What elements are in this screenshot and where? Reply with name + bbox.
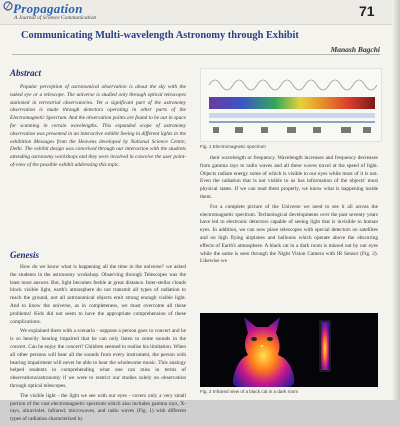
magazine-tagline: A Journal of Science Communication bbox=[14, 15, 97, 21]
magazine-name: Propagation bbox=[13, 1, 83, 16]
genesis-paragraph-1: How do we know what is happening all the time in the universe? we asked the students in the astronomy workshop. Observing through Telescopes was the least most answer. But, light becomes feeble at great distance. Inter-stellar clouds block visible light, earth's atmosphere do not transmit all types of radiation to reach the ground, not all astronomical objects emit strong enough visible light. And to know the universe, as in completeness, we must overcome all these problems! Kids did not seem to have the appropriate comprehension of these complications. bbox=[10, 264, 186, 325]
right-paragraph-2: For a complete picture of the Universe we need to see it all across the electromagnetic spectrum. Technological developments over the past seventy years have led to electronic detectors capable of seeing light that is invisible to human eyes. In addition, we can now place telescopes with special detectors on satellites and on high flying airplanes and balloons which operate above the obscuring effects of Earth's atmosphere. A black cat in a dark room is missed out by our eyes while the same is seen through the Night Vision Camera with IR Sensor (Fig. 2). Likewise we bbox=[200, 203, 378, 265]
journal-header bbox=[0, 0, 400, 25]
article-title: Communicating Multi-wavelength Astronomy through Exhibit bbox=[21, 30, 299, 41]
right-paragraph-1: their wavelength or frequency. Wavelength increases and frequency decreases from gamma rays to radio waves and all these waves travel at the speed of light. Objects radiate energy some of which is visible to our eyes while most of it is not. Even the radiation that is not visible to us has information of the objects' most physical states. If we can read them properly, we know what is happening inside them. bbox=[200, 155, 378, 200]
page-number: 71 bbox=[359, 3, 375, 19]
genesis-heading: Genesis bbox=[10, 250, 39, 260]
abstract-heading: Abstract bbox=[10, 68, 42, 78]
genesis-paragraph-3: The visible light - the light we see with our eyes - covers only a very small portion of the vast electromagnetic spectrum which also includes gamma rays, X-rays, ultraviolet, infrared, microwaves, and radio waves (Fig. 1) with different types of radiation characterised by bbox=[10, 392, 186, 423]
propagation-logo-icon bbox=[3, 1, 13, 12]
abstract-paragraph: Popular perception of astronomical observation is about the sky with the naked eye or a telescope. The universe is studied only through optical telescopes stationed in terrestrial observatories. Yet a significant part of the astronomy observation is made through detectors operating in other parts of the Electromagnetic Spectrum. And the observation points are found to be out in space for scanning in certain wavelengths. This expanded scope of astronomy observation was presented in an interactive exhibit Seeing in different lights in the exhibition Messages from the Heavens developed by National Science Centre, Delhi. The exhibit design was conceived through our interaction with the students attending astronomy workshops and they were involved in conceive the user point-of-view of the possible exhibit addressing this topic. bbox=[10, 84, 186, 168]
figure-1-caption: Fig. 1 Electromagnetic spectrum bbox=[200, 144, 266, 149]
figure-2-caption: Fig. 2 Infrared view of a black cat in a dark room bbox=[200, 389, 299, 394]
article-author: Manash Bagchi bbox=[330, 45, 380, 54]
genesis-text bbox=[10, 264, 186, 426]
right-column-text bbox=[200, 155, 378, 268]
abstract-text bbox=[10, 84, 186, 172]
title-divider bbox=[12, 54, 380, 55]
infrared-cat-figure bbox=[200, 313, 378, 387]
genesis-paragraph-2: We explained them with a scenario - suppose a person goes to concert and he is so heavily hearing impaired that he can only listen to some sounds in the concert. Can he enjoy the concert? Children seemed to realise his limitation. When all other persons will hear all the sounds from every instrument, the person with hearing impairment will never be able to hear the wholesome music. This analogy helped students in comprehending what one can miss in terms of observations/astronomy if we were to restrict our studies solely on observation through optical telescopes. bbox=[10, 328, 186, 389]
electromagnetic-spectrum-figure bbox=[200, 68, 382, 142]
